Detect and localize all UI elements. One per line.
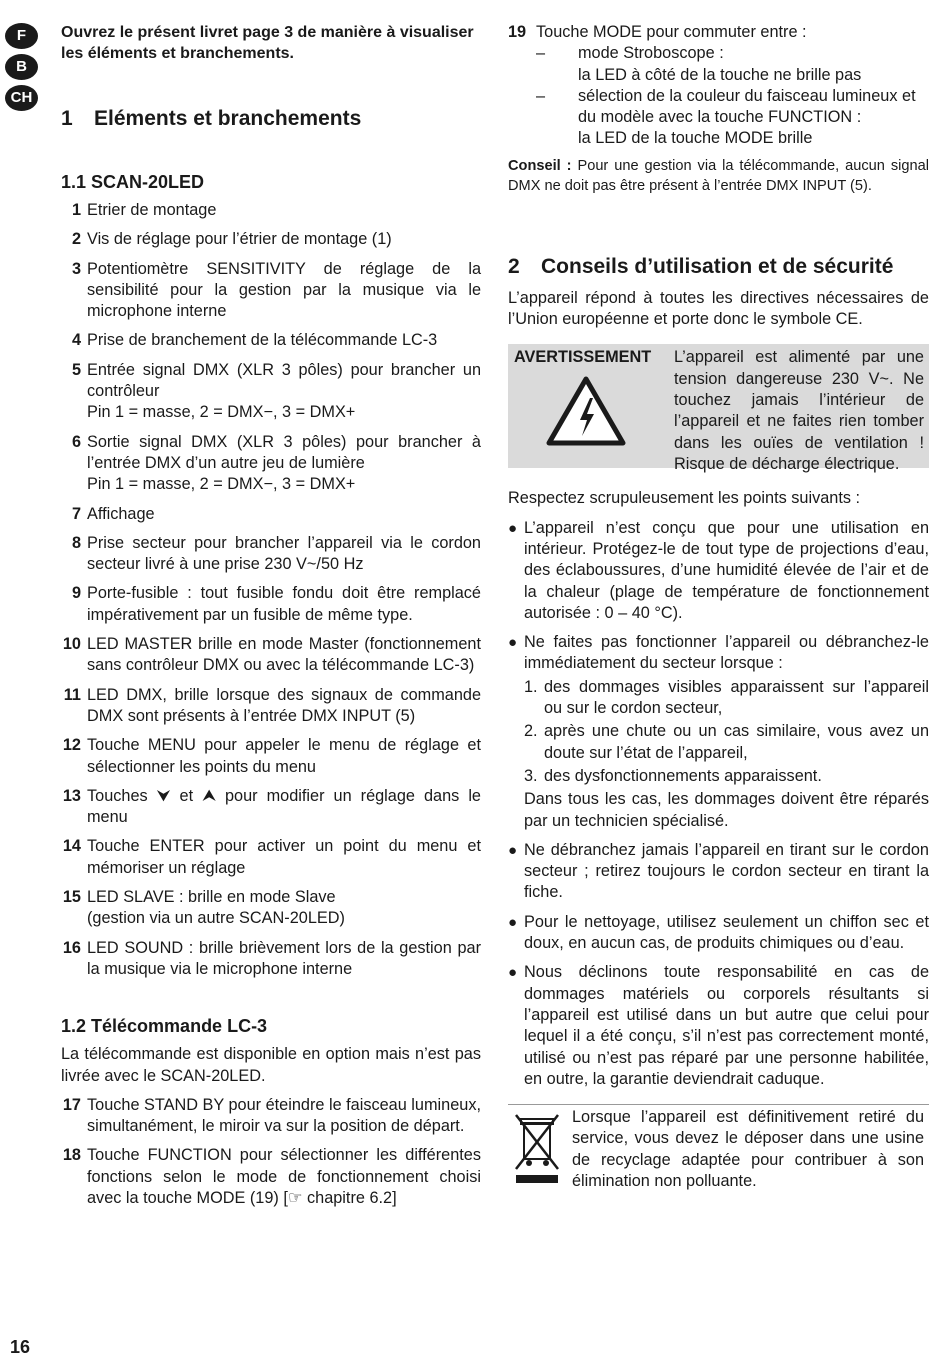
item-text: Sortie signal DMX (XLR 3 pôles) pour brancher à l’entrée DMX d’un autre jeu de lumière	[87, 432, 481, 472]
list-item	[61, 887, 481, 930]
warning-text: L’appareil est alimenté par une tension dangereuse 230 V~. Ne touchez jamais l’intérieur de l’appareil et ne faites rien tomber dans les ouïes de ventilation ! Risque de décharge électrique.	[674, 348, 924, 473]
item-number: 1	[71, 201, 81, 219]
list-item	[61, 786, 481, 829]
tip-note	[508, 156, 929, 196]
lang-tab-ch: CH	[5, 85, 38, 111]
item-number: 17	[62, 1095, 81, 1114]
item-number: 8	[71, 533, 81, 552]
item-number: 10	[62, 635, 81, 654]
warning-box	[508, 344, 929, 473]
fault-condition: 1. des dommages visibles apparaissent sur l’appareil ou sur le cordon secteur,	[524, 677, 929, 718]
item-text: Pin 1 = masse, 2 = DMX−, 3 = DMX+	[87, 475, 356, 494]
item-number: 4	[71, 331, 81, 350]
section-1-2-heading: 1.2 Télécommande LC-3	[61, 1016, 268, 1037]
item-number: 11	[63, 685, 81, 704]
warning-label: AVERTISSEMENT	[514, 348, 652, 367]
section-title: Conseils d’utilisation et de sécurité	[541, 254, 894, 278]
bullet-icon: ●	[508, 964, 518, 982]
item-text: Porte-fusible : tout fusible fondu doit être remplacé impérativement par un fusible de même type.	[87, 584, 481, 624]
item-19-title: Touche MODE pour commuter entre :	[536, 23, 807, 41]
item-number: 7	[71, 504, 81, 523]
item-text: Touche MENU pour appeler le menu de réglage et sélectionner les points du menu	[87, 736, 481, 776]
crossed-out-bin-icon	[512, 1113, 562, 1189]
item-text: LED SLAVE : brille en mode Slave	[87, 888, 336, 907]
mode-option-color: – sélection de la couleur du faisceau lumineux et du modèle avec la touche FUNCTION : la LED de la touche MODE brille	[508, 86, 929, 150]
item-number: 18	[62, 1146, 81, 1165]
section-number: 1	[61, 107, 73, 130]
mode-option-strobe: – mode Stroboscope : la LED à côté de la touche ne brille pas	[508, 43, 929, 86]
ce-statement: L’appareil répond à toutes les directives nécessaires de l’Union européenne et porte donc le symbole CE.	[508, 288, 929, 329]
elements-list	[61, 200, 481, 980]
item-text: (gestion via un autre SCAN-20LED)	[87, 909, 345, 928]
item-text: Touche STAND BY pour éteindre le faisceau lumineux, simultanément, le miroir va sur la position de départ.	[87, 1095, 481, 1136]
item-number: 2	[71, 230, 81, 249]
item-number: 3	[71, 259, 81, 278]
item-number: 15	[62, 888, 81, 907]
item-text: Potentiomètre SENSITIVITY de réglage de la sensibilité pour la gestion par la musique via le microphone interne	[87, 259, 481, 321]
bullet-icon: ●	[508, 913, 518, 931]
list-item	[61, 259, 481, 323]
high-voltage-warning-icon	[546, 376, 626, 446]
safety-item: ● Ne débranchez jamais l’appareil en tirant sur le cordon secteur ; retirez toujours le cordon secteur en tirant la fiche.	[508, 840, 929, 902]
list-item	[61, 504, 481, 525]
list-item	[61, 330, 481, 351]
item-text: LED DMX, brille lorsque des signaux de commande DMX sont présents à l’entrée DMX INPUT (5)	[87, 685, 481, 725]
safety-list	[508, 518, 929, 1090]
mode-option-strobe-detail: la LED à côté de la touche ne brille pas	[578, 65, 862, 84]
list-item	[61, 360, 481, 424]
list-item	[61, 685, 481, 728]
list-item	[61, 200, 481, 221]
language-tabs	[5, 23, 41, 116]
intro-text: Ouvrez le présent livret page 3 de manière à visualiser les éléments et branchements.	[61, 24, 474, 62]
list-item	[61, 836, 481, 879]
remote-elements-list	[61, 1095, 481, 1209]
item-number: 14	[62, 837, 81, 856]
section-1-1-heading: 1.1 SCAN-20LED	[61, 172, 205, 192]
safety-item: ● Nous déclinons toute responsabilité en cas de dommages matériels ou corporels résultants si l’appareil est utilisé dans un but autre que celui pour lequel il a été conçu, s’il n’est pas correctement monté, utilisé ou n’est pas réparé par une personne habilitée, en outre, la garantie deviendrait caduque.	[508, 963, 929, 1088]
item-text: Etrier de montage	[87, 201, 217, 219]
fault-condition: 3. des dysfonctionnements apparaissent.	[524, 766, 822, 785]
bullet-icon: ●	[508, 634, 518, 652]
item-number: 16	[62, 938, 81, 957]
item-text: Touches ⮟ et ⮝ pour modifier un réglage dans le menu	[87, 786, 481, 827]
item-number: 5	[71, 360, 81, 379]
item-number: 9	[71, 584, 81, 603]
list-item	[61, 735, 481, 778]
safety-item: ● Ne faites pas fonctionner l’appareil ou débranchez-le immédiatement du secteur lorsque : 1. des dommages visibles apparaissent sur l’appareil ou sur le cordon secteur, 2. après une chute ou un cas similaire, vous avez un doute sur l’état de l’appareil, 3. des dysfonctionnements apparaissent. Dans tous les cas, les dommages doivent être réparés par un technicien spécialisé.	[508, 632, 929, 832]
respect-intro: Respectez scrupuleusement les points suivants :	[508, 489, 861, 508]
item-text: Vis de réglage pour l’étrier de montage (1)	[87, 230, 392, 249]
item-number: 13	[62, 786, 81, 805]
list-item	[61, 533, 481, 576]
section-title: Eléments et branchements	[94, 107, 362, 130]
tip-text: Pour une gestion via la télécommande, aucun signal DMX ne doit pas être présent à l’entrée DMX INPUT (5).	[508, 157, 929, 194]
mode-option-color-detail: la LED de la touche MODE brille	[578, 129, 813, 148]
item-text: Prise de branchement de la télécommande LC-3	[87, 331, 438, 350]
bullet-icon: ●	[508, 519, 518, 537]
list-item	[61, 1095, 481, 1138]
fault-condition: 2. après une chute ou un cas similaire, vous avez un doute sur l’état de l’appareil,	[524, 722, 929, 762]
bullet-icon: ●	[508, 841, 518, 859]
item-text: Touche ENTER pour activer un point du menu et mémoriser un réglage	[87, 837, 481, 877]
item-text: LED SOUND : brille brièvement lors de la gestion par la musique via le microphone interne	[87, 938, 481, 978]
left-column	[61, 22, 481, 1217]
item-text: Affichage	[87, 504, 155, 523]
safety-item: ● L’appareil n’est conçu que pour une utilisation en intérieur. Protégez-le de tout type de projections d’eau, des éclaboussures, d’une humidité élevée de l’air et de la chaleur (plage de température de fonctionnement autorisée : 0 – 40 °C).	[508, 518, 929, 622]
item-text: Prise secteur pour brancher l’appareil via le cordon secteur livré à une prise 230 V~/50 Hz	[87, 533, 481, 574]
list-item	[61, 1145, 481, 1209]
section-2-heading	[508, 254, 929, 280]
list-item	[61, 634, 481, 677]
fault-conditions-list	[524, 677, 929, 787]
section-1-heading	[61, 106, 481, 132]
recycling-text: Lorsque l’appareil est définitivement retiré du service, vous devez le déposer dans une usine de recyclage adaptée pour contribuer à son élimination non polluante.	[572, 1108, 924, 1190]
item-number: 19	[508, 23, 527, 41]
list-item	[61, 229, 481, 250]
safety-item: ● Pour le nettoyage, utilisez seulement un chiffon sec et doux, en aucun cas, de produits chimiques ou d’eau.	[508, 912, 929, 953]
list-item	[61, 938, 481, 981]
lang-tab-b: B	[5, 54, 38, 80]
list-item	[61, 583, 481, 626]
item-19	[508, 22, 929, 150]
section-1-2-text: La télécommande est disponible en option mais n’est pas livrée avec le SCAN-20LED.	[61, 1045, 481, 1085]
item-text: LED MASTER brille en mode Master (fonctionnement sans contrôleur DMX ou avec la télécommande LC-3)	[87, 635, 481, 675]
right-column	[508, 22, 929, 1200]
lang-tab-f: F	[5, 23, 38, 49]
item-text: Pin 1 = masse, 2 = DMX−, 3 = DMX+	[87, 403, 356, 422]
repair-note: Dans tous les cas, les dommages doivent être réparés par un technicien spécialisé.	[524, 790, 929, 830]
section-number: 2	[508, 254, 520, 278]
page-number: 16	[10, 1337, 31, 1357]
list-item	[61, 432, 481, 496]
tip-label: Conseil :	[508, 157, 572, 174]
item-text: Touche FUNCTION pour sélectionner les différentes fonctions selon le mode de fonctionnement choisi avec la touche MODE (19) [☞ chapitre 6.2]	[87, 1146, 481, 1207]
item-number: 12	[62, 736, 81, 755]
recycling-notice	[508, 1104, 929, 1200]
item-number: 6	[71, 432, 81, 451]
item-text: Entrée signal DMX (XLR 3 pôles) pour brancher un contrôleur	[87, 360, 481, 401]
